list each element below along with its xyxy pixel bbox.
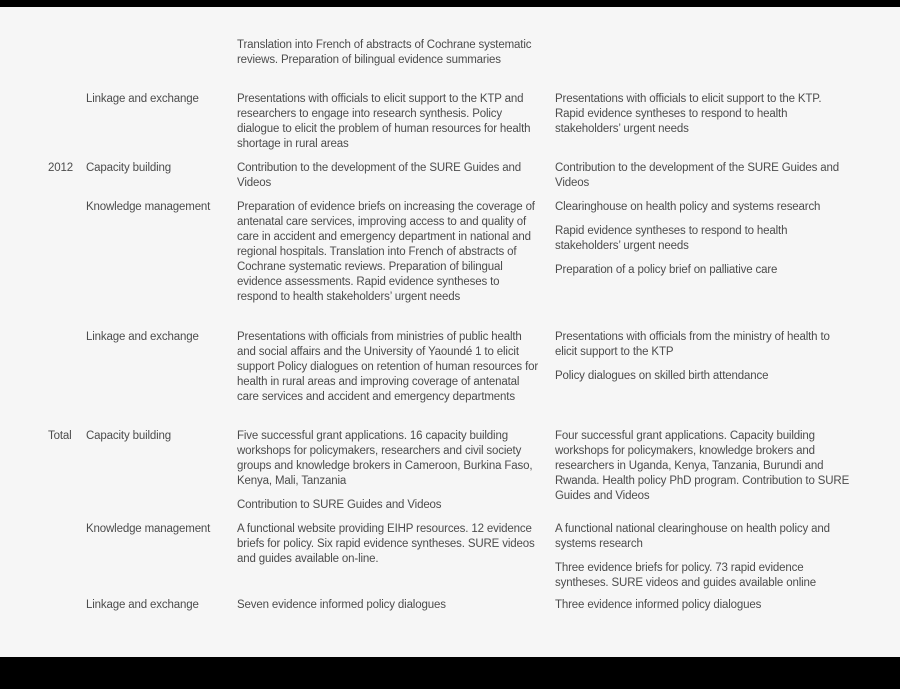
- activity-text: Three evidence informed policy dialogues: [555, 599, 762, 611]
- activity-text: Policy dialogues on skilled birth attendance: [555, 370, 769, 382]
- activity-text: Seven evidence informed policy dialogues: [237, 599, 446, 611]
- activity-text: Translation into French of abstracts of Cochrane systematic reviews. Preparation of bilingual evidence summaries: [237, 39, 532, 66]
- table-row: [48, 161, 858, 191]
- activity-text: Preparation of evidence briefs on increasing the coverage of antenatal care services, improving access to and quality of care in accident and emergency department in national and regional hospitals. Translation into French of abstracts of Cochrane systematic reviews. Preparation of bilingual evidence assessments. Rapid evidence syntheses to respond to health stakeholders’ urgent needs: [237, 201, 535, 303]
- activities-col-a-cell: [237, 161, 555, 191]
- activity-text: Three evidence briefs for policy. 73 rapid evidence syntheses. SURE videos and guides available online: [555, 562, 816, 589]
- category-label: Linkage and exchange: [86, 331, 199, 343]
- table-row: [48, 429, 858, 513]
- category-label: Capacity building: [86, 430, 172, 442]
- table-row: [48, 38, 858, 68]
- activity-text: Presentations with officials from the ministry of health to elicit support to the KTP: [555, 331, 830, 358]
- table-row: [48, 330, 858, 405]
- activities-col-b-cell: [555, 598, 858, 613]
- category-label: Knowledge management: [86, 201, 211, 213]
- activity-text: Preparation of a policy brief on palliative care: [555, 264, 778, 276]
- activities-col-a-cell: [237, 330, 555, 405]
- year-label: [48, 330, 86, 405]
- activities-col-b-cell: [555, 522, 858, 591]
- table-row: [48, 598, 858, 613]
- activity-text: A functional national clearinghouse on health policy and systems research: [555, 523, 830, 550]
- category-label: Linkage and exchange: [86, 93, 199, 105]
- activity-text: Presentations with officials to elicit support to the KTP. Rapid evidence syntheses to respond to health stakeholders’ urgent needs: [555, 93, 822, 135]
- activities-col-b-cell: [555, 429, 858, 513]
- category-label: Knowledge management: [86, 523, 211, 535]
- activities-col-a-cell: [237, 200, 555, 305]
- activities-col-a-cell: [237, 598, 555, 613]
- category-label: Linkage and exchange: [86, 599, 199, 611]
- table-row: [48, 200, 858, 305]
- activity-text: Contribution to the development of the SURE Guides and Videos: [237, 162, 522, 189]
- activities-col-b-cell: [555, 200, 858, 305]
- table-row: [48, 92, 858, 152]
- year-label: Total: [48, 430, 72, 442]
- activities-col-b-cell: [555, 38, 858, 68]
- category-label: Capacity building: [86, 162, 172, 174]
- activities-col-a-cell: [237, 429, 555, 513]
- activity-text: Presentations with officials from ministries of public health and social affairs and the University of Yaoundé 1 to elicit support Policy dialogues on retention of human resources for health in rural areas and improving coverage of antenatal care services and accident and emergency departments: [237, 331, 539, 403]
- activity-text: Rapid evidence syntheses to respond to health stakeholders’ urgent needs: [555, 225, 788, 252]
- activities-col-a-cell: [237, 92, 555, 152]
- activities-col-a-cell: [237, 522, 555, 591]
- year-label: [48, 200, 86, 305]
- activity-text: Contribution to the development of the SURE Guides and Videos: [555, 162, 840, 189]
- activity-text: Contribution to SURE Guides and Videos: [237, 499, 442, 511]
- year-label: [48, 522, 86, 591]
- activity-text: A functional website providing EIHP resources. 12 evidence briefs for policy. Six rapid evidence syntheses. SURE videos and guides available on-line.: [237, 523, 535, 565]
- year-label: [48, 598, 86, 613]
- year-label: [48, 38, 86, 68]
- activities-col-b-cell: [555, 92, 858, 152]
- activity-text: Clearinghouse on health policy and systems research: [555, 201, 821, 213]
- activity-text: Four successful grant applications. Capacity building workshops for policymakers, knowledge brokers and researchers in Uganda, Kenya, Tanzania, Burundi and Rwanda. Health policy PhD program. Contribution to SURE Guides and Videos: [555, 430, 850, 502]
- activities-col-b-cell: [555, 161, 858, 191]
- table-row: [48, 522, 858, 591]
- activity-text: Five successful grant applications. 16 capacity building workshops for policymakers, researchers and civil society groups and knowledge brokers in Cameroon, Burkina Faso, Kenya, Mali, Tanzania: [237, 430, 533, 487]
- category-label: [86, 38, 237, 68]
- year-label: [48, 92, 86, 152]
- year-label: 2012: [48, 162, 73, 174]
- activities-col-a-cell: [237, 38, 555, 68]
- activity-text: Presentations with officials to elicit support to the KTP and researchers to engage into research synthesis. Policy dialogue to elicit the problem of human resources for health shortage in rural areas: [237, 93, 531, 150]
- activities-col-b-cell: [555, 330, 858, 405]
